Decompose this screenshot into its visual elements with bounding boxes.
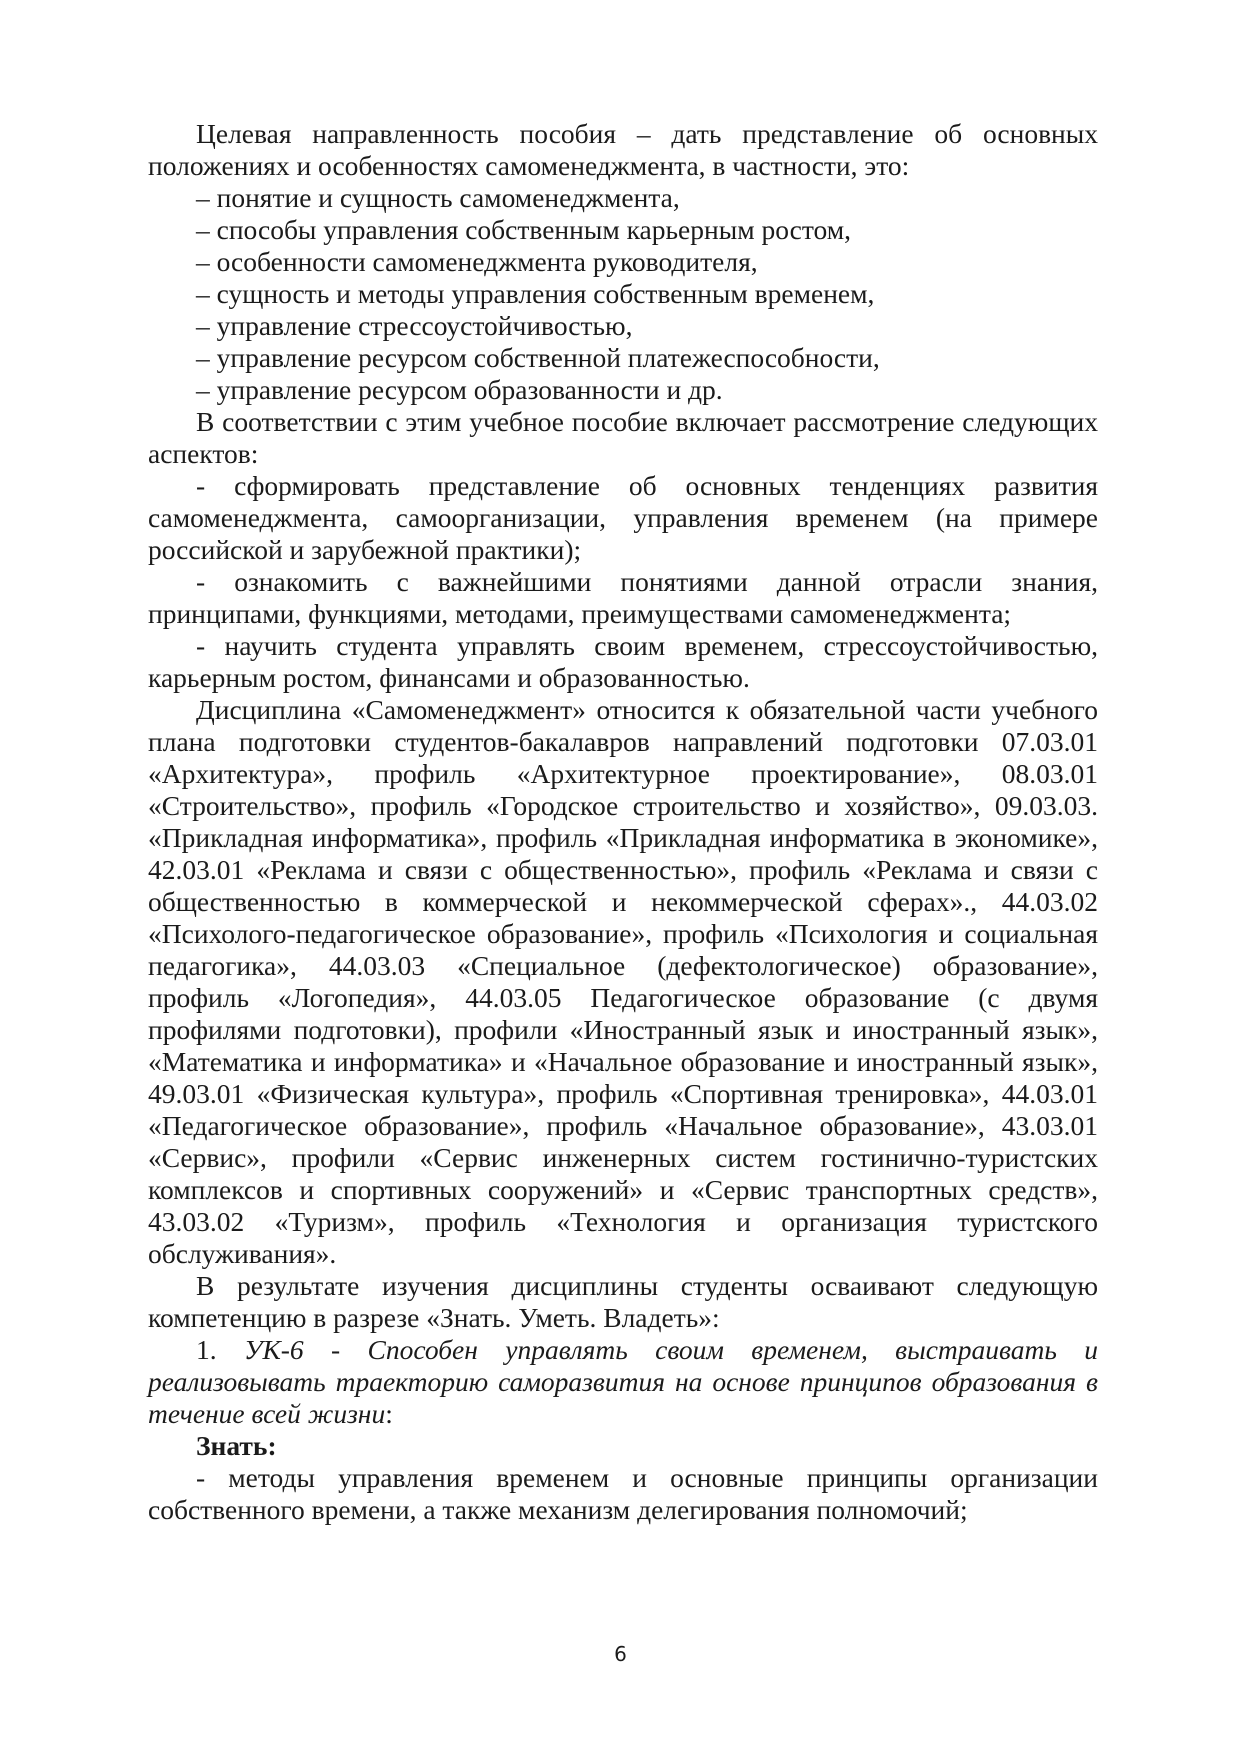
- competence-colon: :: [385, 1398, 393, 1429]
- goal-item: – управление ресурсом собственной платежеспособности,: [196, 342, 880, 373]
- goal-item: – понятие и сущность самоменеджмента,: [196, 182, 680, 213]
- aspects-intro-paragraph: В соответствии с этим учебное пособие включает рассмотрение следующих аспектов:: [148, 406, 1098, 469]
- goal-item: – управление стрессоустойчивостью,: [196, 310, 633, 341]
- intro-paragraph: Целевая направленность пособия – дать представление об основных положениях и особенностях самоменеджмента, в частности, это:: [148, 118, 1098, 181]
- page-body: [148, 118, 1098, 1526]
- competence-item: [148, 1334, 1098, 1430]
- goal-item: – сущность и методы управления собственным временем,: [196, 278, 875, 309]
- page-number: 6: [614, 1642, 627, 1666]
- result-paragraph: В результате изучения дисциплины студенты осваивают следующую компетенцию в разрезе «Знать. Уметь. Владеть»:: [148, 1270, 1098, 1333]
- know-item: - методы управления временем и основные принципы организации собственного времени, а также механизм делегирования полномочий;: [148, 1462, 1098, 1525]
- goal-item: – управление ресурсом образованности и др.: [196, 374, 723, 405]
- know-heading: Знать:: [196, 1430, 277, 1461]
- discipline-paragraph: Дисциплина «Самоменеджмент» относится к обязательной части учебного плана подготовки студентов-бакалавров направлений подготовки 07.03.01 «Архитектура», профиль «Архитектурное проектирование», 08.03.01 «Строительство», профиль «Городское строительство и хозяйство», 09.03.03. «Прикладная информатика», профиль «Прикладная информатика в экономике», 42.03.01 «Реклама и связи с общественностью», профиль «Реклама и связи с общественностью в коммерческой и некоммерческой сферах»., 44.03.02 «Психолого-педагогическое образование», профиль «Психология и социальная педагогика», 44.03.03 «Специальное (дефектологическое) образование», профиль «Логопедия», 44.03.05 Педагогическое образование (с двумя профилями подготовки), профили «Иностранный язык и иностранный язык», «Математика и информатика» и «Начальное образование и иностранный язык», 49.03.01 «Физическая культура», профиль «Спортивная тренировка», 44.03.01 «Педагогическое образование», профиль «Начальное образование», 43.03.01 «Сервис», профили «Сервис инженерных систем гостинично-туристских комплексов и спортивных сооружений» и «Сервис транспортных средств», 43.03.02 «Туризм», профиль «Технология и организация туристского обслуживания».: [148, 694, 1098, 1269]
- goal-item: – способы управления собственным карьерным ростом,: [196, 214, 852, 245]
- goal-item: – особенности самоменеджмента руководителя,: [196, 246, 758, 277]
- aspect-item: - научить студента управлять своим временем, стрессоустойчивостью, карьерным ростом, финансами и образованностью.: [148, 630, 1098, 693]
- aspect-item: - сформировать представление об основных тенденциях развития самоменеджмента, самоорганизации, управления временем (на примере российской и зарубежной практики);: [148, 470, 1098, 565]
- competence-number: 1.: [196, 1334, 217, 1365]
- aspect-item: - ознакомить с важнейшими понятиями данной отрасли знания, принципами, функциями, методами, преимуществами самоменеджмента;: [148, 566, 1098, 629]
- competence-text: УК-6 - Способен управлять своим временем, выстраивать и реализовывать траекторию саморазвития на основе принципов образования в течение всей жизни: [148, 1334, 1099, 1429]
